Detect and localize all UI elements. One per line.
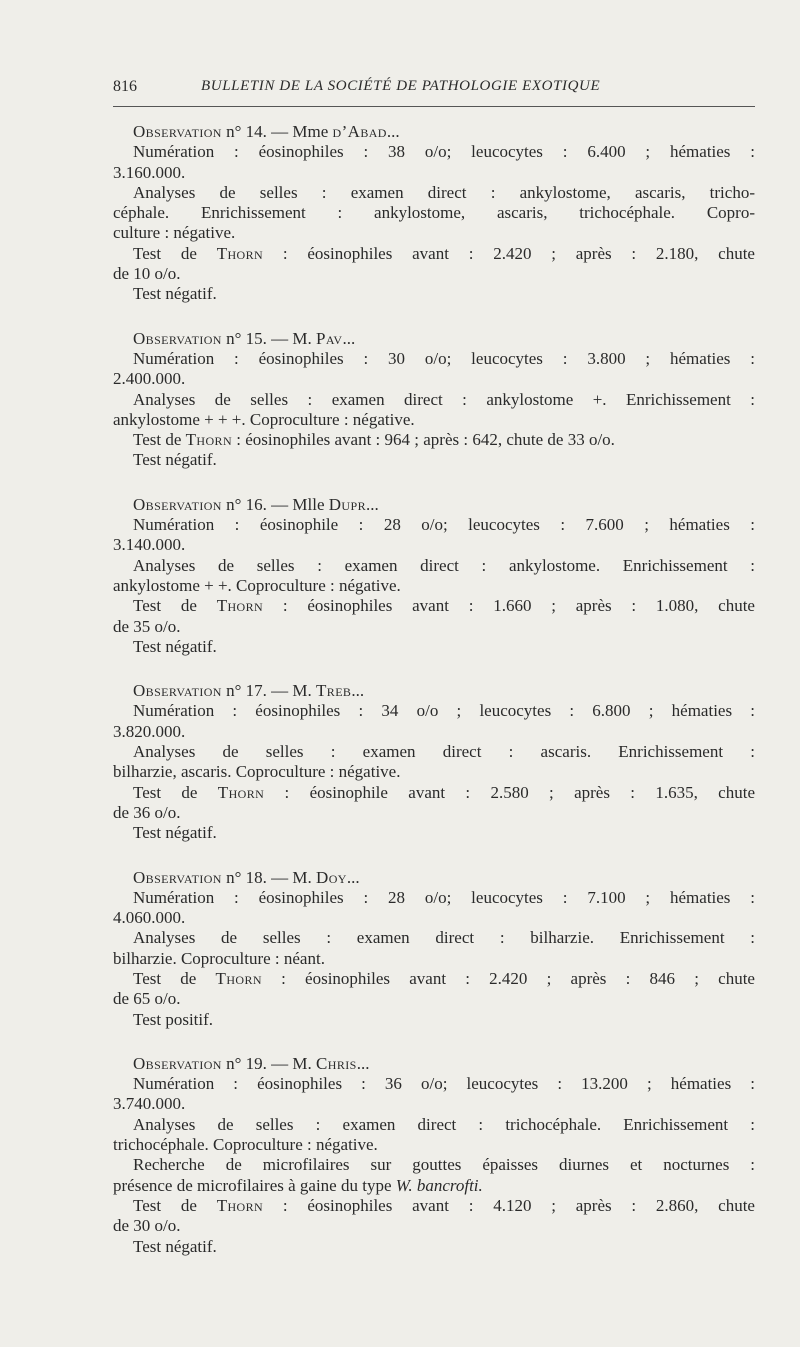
- blood-count-line: 3.740.000.: [113, 1094, 186, 1114]
- stool-analysis-line: Analyses de selles : examen direct : ascaris. Enrichissement :: [133, 742, 755, 762]
- stool-analysis-line: Analyses de selles : examen direct : ankylostome +. Enrichissement :: [133, 389, 755, 409]
- test-result: Test négatif.: [133, 823, 217, 843]
- stool-analysis-line: culture : négative.: [113, 223, 236, 243]
- stool-analysis-line: trichocéphale. Coproculture : négative.: [113, 1135, 378, 1155]
- blood-count-line: 2.400.000.: [113, 369, 186, 389]
- blood-count-line: 3.820.000.: [113, 721, 186, 741]
- thorn-test-line: Test de Thorn : éosinophiles avant : 2.420 ; après : 2.180, chute: [133, 243, 755, 263]
- stool-analysis-line: Analyses de selles : examen direct : trichocéphale. Enrichissement :: [133, 1114, 755, 1134]
- stool-analysis-line: Analyses de selles : examen direct : bilharzie. Enrichissement :: [133, 928, 755, 948]
- test-result: Test positif.: [133, 1009, 214, 1029]
- thorn-test-line: Test de Thorn : éosinophiles avant : 4.120 ; après : 2.860, chute: [133, 1195, 755, 1215]
- observation-heading: Observation n° 16. — Mlle Dupr...: [133, 494, 379, 514]
- observation-heading: Observation n° 15. — M. Pav...: [133, 328, 356, 348]
- running-header: [113, 78, 755, 107]
- stool-analysis-line: ankylostome + + +. Coproculture : négative.: [113, 409, 415, 429]
- thorn-test-line: de 10 o/o.: [113, 264, 181, 284]
- page-number: 816: [113, 78, 137, 95]
- thorn-test-line: de 30 o/o.: [113, 1216, 181, 1236]
- thorn-test-line: Test de Thorn : éosinophiles avant : 1.660 ; après : 1.080, chute: [133, 596, 755, 616]
- journal-title: BULLETIN DE LA SOCIÉTÉ DE PATHOLOGIE EXOTIQUE: [201, 78, 601, 94]
- observation-19: [113, 1054, 755, 1257]
- stool-analysis-line: bilharzie. Coproculture : néant.: [113, 948, 325, 968]
- stool-analysis-line: Analyses de selles : examen direct : ankylostome, ascaris, tricho-: [133, 182, 755, 202]
- thorn-test-line: de 35 o/o.: [113, 616, 181, 636]
- blood-count-line: Numération : éosinophile : 28 o/o; leucocytes : 7.600 ; hématies :: [133, 515, 755, 535]
- thorn-test-line: Test de Thorn : éosinophiles avant : 964 ; après : 642, chute de 33 o/o.: [133, 430, 615, 450]
- thorn-test-line: de 36 o/o.: [113, 802, 181, 822]
- observation-14: [113, 122, 755, 305]
- blood-count-line: Numération : éosinophiles : 28 o/o; leucocytes : 7.100 ; hématies :: [133, 887, 755, 907]
- blood-count-line: 4.060.000.: [113, 908, 186, 928]
- observation-heading: Observation n° 17. — M. Treb...: [133, 681, 365, 701]
- observation-heading: Observation n° 18. — M. Doy...: [133, 867, 360, 887]
- stool-analysis-line: Analyses de selles : examen direct : ankylostome. Enrichissement :: [133, 555, 755, 575]
- observation-16: [113, 495, 755, 657]
- observation-17: [113, 681, 755, 843]
- observation-heading: Observation n° 19. — M. Chris...: [133, 1053, 370, 1073]
- test-result: Test négatif.: [133, 284, 217, 304]
- observation-18: [113, 868, 755, 1030]
- stool-analysis-line: céphale. Enrichissement : ankylostome, ascaris, trichocéphale. Copro-: [113, 203, 755, 223]
- observation-15: [113, 329, 755, 471]
- blood-count-line: Numération : éosinophiles : 34 o/o ; leucocytes : 6.800 ; hématies :: [133, 701, 755, 721]
- blood-count-line: Numération : éosinophiles : 36 o/o; leucocytes : 13.200 ; hématies :: [133, 1074, 755, 1094]
- blood-count-line: 3.160.000.: [113, 162, 186, 182]
- stool-analysis-line: ankylostome + +. Coproculture : négative.: [113, 575, 401, 595]
- thorn-test-line: Test de Thorn : éosinophiles avant : 2.420 ; après : 846 ; chute: [133, 968, 755, 988]
- test-result: Test négatif.: [133, 636, 217, 656]
- microfilaria-line: Recherche de microfilaires sur gouttes épaisses diurnes et nocturnes :: [133, 1155, 755, 1175]
- stool-analysis-line: bilharzie, ascaris. Coproculture : négative.: [113, 762, 401, 782]
- test-result: Test négatif.: [133, 1236, 217, 1256]
- blood-count-line: 3.140.000.: [113, 535, 186, 555]
- microfilaria-line: présence de microfilaires à gaine du type W. bancrofti.: [113, 1175, 483, 1195]
- test-result: Test négatif.: [133, 450, 217, 470]
- observation-heading: Observation n° 14. — Mme d’Abad...: [133, 122, 400, 141]
- thorn-test-line: Test de Thorn : éosinophile avant : 2.580 ; après : 1.635, chute: [133, 782, 755, 802]
- article-body: [113, 122, 755, 1281]
- blood-count-line: Numération : éosinophiles : 30 o/o; leucocytes : 3.800 ; hématies :: [133, 348, 755, 368]
- blood-count-line: Numération : éosinophiles : 38 o/o; leucocytes : 6.400 ; hématies :: [133, 142, 755, 162]
- thorn-test-line: de 65 o/o.: [113, 989, 181, 1009]
